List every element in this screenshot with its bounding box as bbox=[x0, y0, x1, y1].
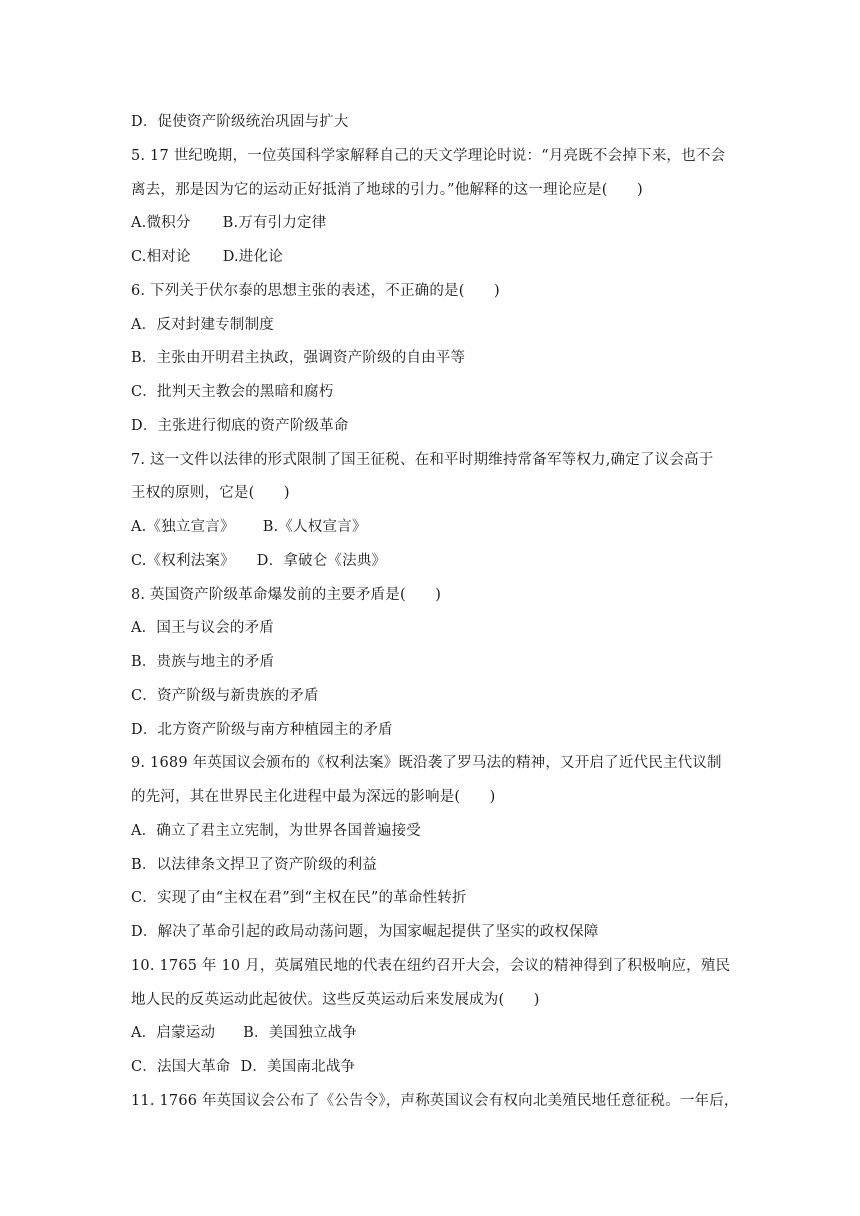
option: C.《权利法案》 bbox=[131, 553, 235, 569]
question-stem: 7. 这一文件以法律的形式限制了国王征税、在和平时期维持常备军等权力,确定了议会高于 bbox=[131, 452, 714, 468]
option: B．美国独立战争 bbox=[243, 1025, 357, 1041]
question-stem: 11. 1766 年英国议会公布了《公告令》，声称英国议会有权向北美殖民地任意征税。一年后， bbox=[131, 1093, 739, 1109]
question-stem: 离去，那是因为它的运动正好抵消了地球的引力。”他解释的这一理论应是( ) bbox=[131, 182, 643, 198]
option: D．北方资产阶级与南方种植园主的矛盾 bbox=[131, 722, 393, 738]
option-row bbox=[131, 1057, 355, 1077]
option-row bbox=[131, 517, 367, 537]
option: A．确立了君主立宪制，为世界各国普遍接受 bbox=[131, 823, 421, 839]
option: B．主张由开明君主执政，强调资产阶级的自由平等 bbox=[131, 350, 466, 366]
option-row bbox=[131, 1023, 357, 1043]
option: C．资产阶级与新贵族的矛盾 bbox=[131, 688, 319, 704]
option: C．实现了由“主权在君”到“主权在民”的革命性转折 bbox=[131, 890, 467, 906]
question-stem: 10. 1765 年 10 月，英属殖民地的代表在纽约召开大会，会议的精神得到了积极响应，殖民 bbox=[131, 958, 731, 974]
option-row bbox=[131, 551, 386, 571]
option: A.微积分 bbox=[131, 215, 191, 231]
question-stem: 8. 英国资产阶级革命爆发前的主要矛盾是( ) bbox=[131, 587, 442, 603]
option: C.相对论 bbox=[131, 249, 191, 265]
option: D．美国南北战争 bbox=[240, 1059, 356, 1075]
question-stem: 的先河，其在世界民主化进程中最为深远的影响是( ) bbox=[131, 789, 496, 805]
option: A．启蒙运动 bbox=[131, 1025, 216, 1041]
option-row bbox=[131, 213, 326, 233]
option: A．反对封建专制制度 bbox=[131, 317, 274, 333]
option: A．国王与议会的矛盾 bbox=[131, 620, 274, 636]
question-stem: 5. 17 世纪晚期，一位英国科学家解释自己的天文学理论时说：“月亮既不会掉下来，也不会 bbox=[131, 148, 726, 164]
option: D．解决了革命引起的政局动荡问题，为国家崛起提供了坚实的政权保障 bbox=[131, 924, 599, 940]
option: B．以法律条文捍卫了资产阶级的利益 bbox=[131, 857, 378, 873]
option: B．贵族与地主的矛盾 bbox=[131, 654, 275, 670]
option: D．拿破仑《法典》 bbox=[256, 553, 387, 569]
option: C．法国大革命 bbox=[131, 1059, 231, 1075]
option: B.《人权宣言》 bbox=[262, 519, 367, 535]
option: A.《独立宣言》 bbox=[131, 519, 235, 535]
option: C．批判天主教会的黑暗和腐朽 bbox=[131, 384, 334, 400]
question-stem: 9. 1689 年英国议会颁布的《权利法案》既沿袭了罗马法的精神，又开启了近代民主代议制 bbox=[131, 755, 722, 771]
option: D．主张进行彻底的资产阶级革命 bbox=[131, 418, 349, 434]
option: B.万有引力定律 bbox=[222, 215, 327, 231]
question-stem: 王权的原则，它是( ) bbox=[131, 485, 290, 501]
question-stem: 地人民的反英运动此起彼伏。这些反英运动后来发展成为( ) bbox=[131, 992, 540, 1008]
option: D.进化论 bbox=[222, 249, 283, 265]
question-stem: 6. 下列关于伏尔泰的思想主张的表述，不正确的是( ) bbox=[131, 283, 500, 299]
option-row bbox=[131, 247, 283, 267]
text-line: D．促使资产阶级统治巩固与扩大 bbox=[131, 114, 349, 130]
